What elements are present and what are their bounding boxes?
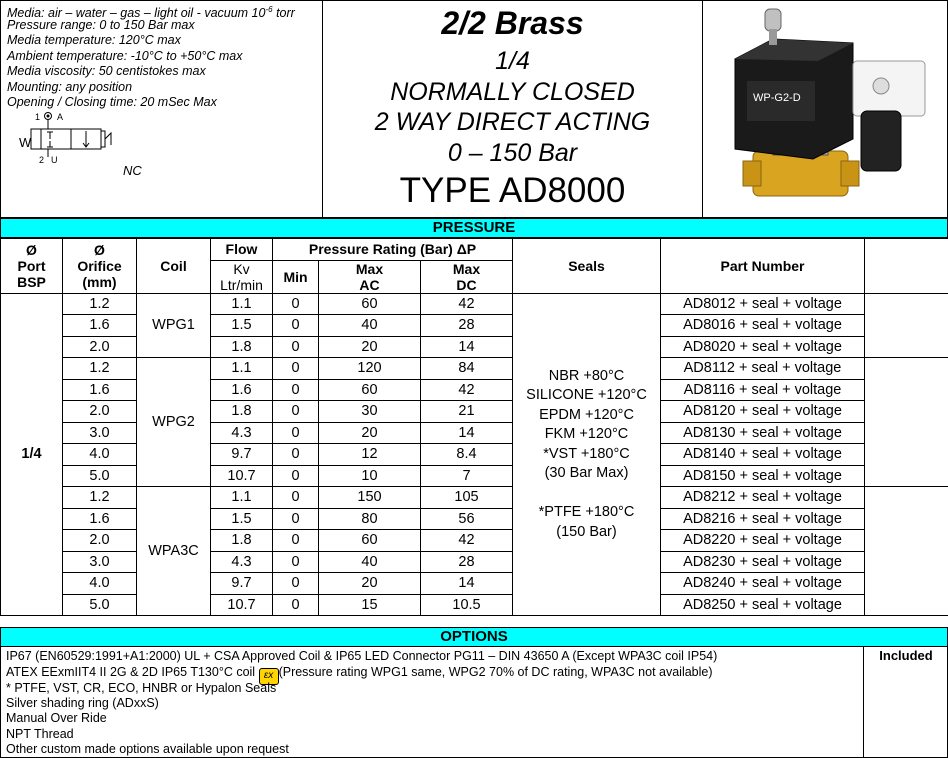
dc-cell: 14	[421, 573, 513, 595]
product-type: TYPE AD8000	[399, 171, 626, 210]
coil-cell: WPA3C	[137, 487, 211, 616]
kv-cell: 1.1	[211, 293, 273, 315]
ac-cell: 80	[319, 508, 421, 530]
col-header-port: Ø Port BSP	[1, 239, 63, 294]
spec-opening-time: Opening / Closing time: 20 mSec Max	[7, 95, 217, 109]
dc-cell: 42	[421, 379, 513, 401]
col-header-kv: Kv Ltr/min	[211, 260, 273, 293]
part-number-cell: AD8140 + seal + voltage	[661, 444, 865, 466]
min-cell: 0	[273, 573, 319, 595]
part-number-cell: AD8212 + seal + voltage	[661, 487, 865, 509]
option-item: Silver shading ring (ADxxS)	[6, 696, 159, 710]
part-number-cell: AD8116 + seal + voltage	[661, 379, 865, 401]
pressure-header: PRESSURE	[0, 218, 948, 238]
min-cell: 0	[273, 487, 319, 509]
orifice-cell: 4.0	[63, 444, 137, 466]
part-number-cell: AD8216 + seal + voltage	[661, 508, 865, 530]
ac-cell: 60	[319, 379, 421, 401]
coil-cell: WPG1	[137, 293, 211, 358]
spec-pressure-range: Pressure range: 0 to 150 Bar max	[7, 18, 195, 32]
kv-cell: 1.5	[211, 508, 273, 530]
product-line-2: 2 WAY DIRECT ACTING	[374, 108, 651, 136]
orifice-cell: 1.2	[63, 293, 137, 315]
orifice-cell: 2.0	[63, 401, 137, 423]
option-item: NPT Thread	[6, 727, 74, 741]
col-header-pressure-rating: Pressure Rating (Bar) ΔP	[273, 239, 513, 261]
dc-cell: 28	[421, 315, 513, 337]
product-title-panel	[322, 0, 703, 218]
svg-text:1: 1	[35, 112, 41, 122]
kv-cell: 1.8	[211, 530, 273, 552]
orifice-cell: 1.6	[63, 508, 137, 530]
product-range: 0 – 150 Bar	[447, 139, 578, 167]
seals-cell: NBR +80°C SILICONE +120°C EPDM +120°C FKM +120°C *VST +180°C (30 Bar Max) *PTFE +180°C (150 Bar)	[513, 293, 661, 616]
kv-cell: 1.5	[211, 315, 273, 337]
spec-media: Media: air – water – gas – light oil - vacuum $10^{-6}$ torr	[7, 5, 295, 21]
option-item: Manual Over Ride	[6, 711, 107, 725]
part-number-cell: AD8112 + seal + voltage	[661, 358, 865, 380]
spec-viscosity: Media viscosity: 50 centistokes max	[7, 64, 206, 78]
part-number-cell: AD8250 + seal + voltage	[661, 594, 865, 616]
ac-cell: 60	[319, 530, 421, 552]
orifice-cell: 5.0	[63, 594, 137, 616]
option-item: * PTFE, VST, CR, ECO, HNBR or Hypalon Seals	[6, 681, 277, 695]
ac-cell: 15	[319, 594, 421, 616]
col-header-part-number: Part Number	[661, 239, 865, 294]
product-line-1: NORMALLY CLOSED	[390, 78, 635, 106]
svg-text:2: 2	[39, 155, 45, 165]
part-number-cell: AD8016 + seal + voltage	[661, 315, 865, 337]
option-item: IP67 (EN60529:1991+A1:2000) UL + CSA Approved Coil & IP65 LED Connector PG11 – DIN 43650 A (Except WPA3C coil IP54)	[6, 649, 718, 663]
part-number-cell: AD8240 + seal + voltage	[661, 573, 865, 595]
kv-cell: 10.7	[211, 465, 273, 487]
orifice-cell: 1.6	[63, 379, 137, 401]
ac-cell: 40	[319, 315, 421, 337]
ac-cell: 150	[319, 487, 421, 509]
orifice-cell: 3.0	[63, 551, 137, 573]
part-number-cell: AD8012 + seal + voltage	[661, 293, 865, 315]
orifice-cell: 2.0	[63, 530, 137, 552]
solenoid-valve-icon	[703, 1, 948, 218]
dc-cell: 42	[421, 293, 513, 315]
table-row	[1, 293, 948, 315]
spec-mounting: Mounting: any position	[7, 80, 133, 94]
min-cell: 0	[273, 336, 319, 358]
dc-cell: 42	[421, 530, 513, 552]
spec-ambient-temp: Ambient temperature: -10°C to +50°C max	[7, 49, 243, 63]
pressure-table	[0, 238, 948, 616]
min-cell: 0	[273, 315, 319, 337]
orifice-cell: 2.0	[63, 336, 137, 358]
ac-cell: 40	[319, 551, 421, 573]
min-cell: 0	[273, 422, 319, 444]
ac-cell: 10	[319, 465, 421, 487]
min-cell: 0	[273, 594, 319, 616]
ac-cell: 20	[319, 573, 421, 595]
col-header-max-dc: Max DC	[421, 260, 513, 293]
kv-cell: 4.3	[211, 551, 273, 573]
port-size: 1/4	[1, 293, 63, 616]
option-item: Other custom made options available upon request	[6, 742, 289, 756]
ac-cell: 20	[319, 422, 421, 444]
part-number-cell: AD8130 + seal + voltage	[661, 422, 865, 444]
part-number-cell: AD8120 + seal + voltage	[661, 401, 865, 423]
kv-cell: 9.7	[211, 444, 273, 466]
min-cell: 0	[273, 379, 319, 401]
min-cell: 0	[273, 293, 319, 315]
col-header-coil: Coil	[137, 239, 211, 294]
ac-cell: 120	[319, 358, 421, 380]
dc-cell: 7	[421, 465, 513, 487]
svg-text:WP-G2-D: WP-G2-D	[753, 92, 801, 104]
orifice-cell: 1.2	[63, 358, 137, 380]
ac-cell: 60	[319, 293, 421, 315]
blank-cell	[865, 487, 948, 616]
atex-ex-icon: εx	[259, 668, 279, 685]
blank-cell	[865, 293, 948, 358]
min-cell: 0	[273, 530, 319, 552]
table-row	[1, 487, 948, 509]
spec-media-temp: Media temperature: 120°C max	[7, 33, 181, 47]
col-header-seals: Seals	[513, 239, 661, 294]
orifice-cell: 3.0	[63, 422, 137, 444]
dc-cell: 21	[421, 401, 513, 423]
nc-label: NC	[123, 163, 142, 178]
options-divider	[863, 646, 864, 758]
blank-cell	[865, 358, 948, 487]
product-size: 1/4	[495, 47, 530, 75]
product-photo	[703, 0, 948, 218]
orifice-cell: 1.2	[63, 487, 137, 509]
ac-cell: 20	[319, 336, 421, 358]
min-cell: 0	[273, 551, 319, 573]
orifice-cell: 5.0	[63, 465, 137, 487]
kv-cell: 1.1	[211, 358, 273, 380]
table-row	[1, 358, 948, 380]
kv-cell: 1.8	[211, 401, 273, 423]
part-number-cell: AD8220 + seal + voltage	[661, 530, 865, 552]
coil-cell: WPG2	[137, 358, 211, 487]
dc-cell: 105	[421, 487, 513, 509]
kv-cell: 1.1	[211, 487, 273, 509]
dc-cell: 14	[421, 422, 513, 444]
orifice-cell: 4.0	[63, 573, 137, 595]
col-header-flow: Flow	[211, 239, 273, 261]
svg-text:U: U	[51, 155, 58, 165]
specifications-panel	[0, 0, 322, 218]
col-header-blank	[865, 239, 948, 294]
dc-cell: 56	[421, 508, 513, 530]
kv-cell: 1.6	[211, 379, 273, 401]
min-cell: 0	[273, 465, 319, 487]
min-cell: 0	[273, 401, 319, 423]
col-header-min: Min	[273, 260, 319, 293]
col-header-orifice: Ø Orifice (mm)	[63, 239, 137, 294]
ac-cell: 12	[319, 444, 421, 466]
col-header-max-ac: Max AC	[319, 260, 421, 293]
svg-text:W: W	[19, 135, 32, 150]
option-item: ATEX EExmIIT4 II 2G & 2D IP65 T130°C coil εx (Pressure rating WPG1 same, WPG2 70% of DC rating, WPA3C not available)	[6, 665, 713, 685]
dc-cell: 14	[421, 336, 513, 358]
part-number-cell: AD8020 + seal + voltage	[661, 336, 865, 358]
orifice-cell: 1.6	[63, 315, 137, 337]
kv-cell: 10.7	[211, 594, 273, 616]
dc-cell: 10.5	[421, 594, 513, 616]
dc-cell: 28	[421, 551, 513, 573]
ac-cell: 30	[319, 401, 421, 423]
part-number-cell: AD8230 + seal + voltage	[661, 551, 865, 573]
kv-cell: 4.3	[211, 422, 273, 444]
product-title: 2/2 Brass	[441, 5, 584, 41]
svg-text:A: A	[57, 112, 64, 122]
min-cell: 0	[273, 508, 319, 530]
min-cell: 0	[273, 444, 319, 466]
dc-cell: 84	[421, 358, 513, 380]
included-label: Included	[879, 648, 933, 663]
min-cell: 0	[273, 358, 319, 380]
kv-cell: 1.8	[211, 336, 273, 358]
part-number-cell: AD8150 + seal + voltage	[661, 465, 865, 487]
kv-cell: 9.7	[211, 573, 273, 595]
options-header: OPTIONS	[0, 627, 948, 647]
dc-cell: 8.4	[421, 444, 513, 466]
